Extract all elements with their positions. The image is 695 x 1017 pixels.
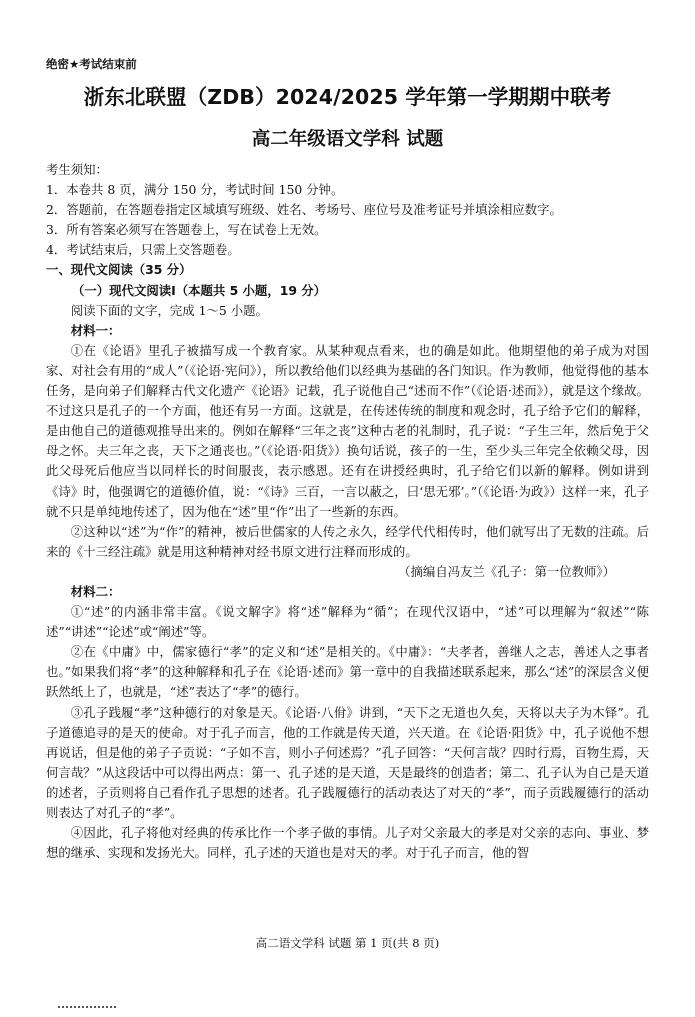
- notice-item-2: 2．答题前，在答题卷指定区域填写班级、姓名、考场号、座位号及准考证号并填涂相应数字。: [46, 202, 562, 218]
- exam-subtitle: 高二年级语文学科 试题: [251, 129, 444, 150]
- notice-item-4: 4．考试结束后，只需上交答题卷。: [46, 242, 240, 258]
- notice-item-1: 1．本卷共 8 页，满分 150 分，考试时间 150 分钟。: [46, 182, 344, 198]
- material2-paragraph-4: ④因此，孔子将他对经典的传承比作一个孝子做的事情。儿子对父亲最大的孝是对父亲的志向、事业、梦想的继承、实现和发扬光大。同样，孔子述的天道也是对天的孝。对于孔子而言，他的智: [46, 825, 649, 861]
- reading-instruction: 阅读下面的文字，完成 1～5 小题。: [70, 302, 268, 318]
- material2-label: 材料二：: [70, 583, 121, 599]
- material1-paragraph-2: ②这种以“述”为“作”的精神，被后世儒家的人传之永久，经学代代相传时，他们就写出了无数的注疏。后来的《十三经注疏》就是用这种精神对经书原文进行注释而形成的。: [46, 523, 649, 559]
- notice-heading: 考生须知：: [46, 162, 108, 177]
- notice-item-3: 3．所有答案必须写在答题卷上，写在试卷上无效。: [46, 222, 327, 238]
- page-footer: 高二语文学科 试题 第 1 页(共 8 页): [255, 936, 440, 950]
- material2-paragraph-1: ①“述”的内涵非常丰富。《说文解字》将“述”解释为“循”；在现代汉语中，“述”可以理解为“叙述”“陈述”“讲述”“论述”或“阐述”等。: [46, 604, 649, 640]
- material2-paragraph-3: ③孔子践履“孝”这种德行的对象是天。《论语·八佾》讲到，“天下之无道也久矣，天将以夫子为木铎”。孔子道德追寻的是天的使命。对于孔子而言，他的工作就是传天道，兴天道。在《论语·阳货》中，孔子说他不想再说话，但是他的弟子子贡说：“子如不言，则小子何述焉？”孔子回答：“天何言哉？四时行焉，百物生焉，天何言哉？”从这段话中可以得出两点：第一、孔子述的是天道，天是最终的创造者；第二、孔子认为自己是天道的述者，子贡则将自己看作孔子思想的述者。孔子践履德行的活动表达了对天的“孝”，而子贡践履德行的活动则表达了对孔子的“孝”。: [46, 704, 649, 820]
- section-heading: 一、现代文阅读（35 分）: [46, 262, 192, 278]
- exam-body: [46, 160, 649, 863]
- material1-label: 材料一：: [70, 322, 121, 338]
- exam-title: 浙东北联盟（ZDB）2024/2025 学年第一学期期中联考: [83, 85, 612, 109]
- sub-section-heading: （一）现代文阅读Ⅰ（本题共 5 小题，19 分）: [72, 282, 327, 298]
- material2-paragraph-2: ②在《中庸》中，儒家德行“孝”的定义和“述”是相关的。《中庸》：“夫孝者，善继人之志，善述人之事者也。”如果我们将“孝”的这种解释和孔子在《论语·述而》第一章中的自我描述联系起来，那么“述”的深层含义便跃然纸上了，也就是，“述”表达了“孝”的德行。: [46, 644, 649, 700]
- scan-mark: [58, 1006, 118, 1008]
- secret-label: 绝密★考试结束前: [46, 57, 137, 71]
- material1-paragraph-1: ①在《论语》里孔子被描写成一个教育家。从某种观点看来，也的确是如此。他期望他的弟子成为对国家、对社会有用的“成人”（《论语·宪问》），所以教给他们以经典为基础的各门知识。作为教师，他觉得他的基本任务，是向弟子们解释古代文化遗产《论语》记载，孔子说他自己“述而不作”（《论语·述而》），就是这个缘故。不过这只是孔子的一个方面，他还有另一方面。这就是，在传述传统的制度和观念时，孔子给予它们的解释，是由他自己的道德观推导出来的。例如在解释“三年之丧”这种古老的礼制时，孔子说：“子生三年，然后免于父母之怀。夫三年之丧，天下之通丧也。”（《论语·阳货》）换句话说，孩子的一生，至少头三年完全依赖父母，因此父母死后他应当以同样长的时间服丧，表示感恩。还有在讲授经典时，孔子给它们以新的解释。例如讲到《诗》时，他强调它的道德价值，说：“《诗》三百，一言以蔽之，曰‘思无邪’。”（《论语·为政》）这样一来，孔子就不只是单纯地传述了，因为他在“述”里“作”出了一些新的东西。: [46, 342, 649, 519]
- material1-source: （摘编自冯友兰《孔子：第一位教师》）: [398, 563, 615, 579]
